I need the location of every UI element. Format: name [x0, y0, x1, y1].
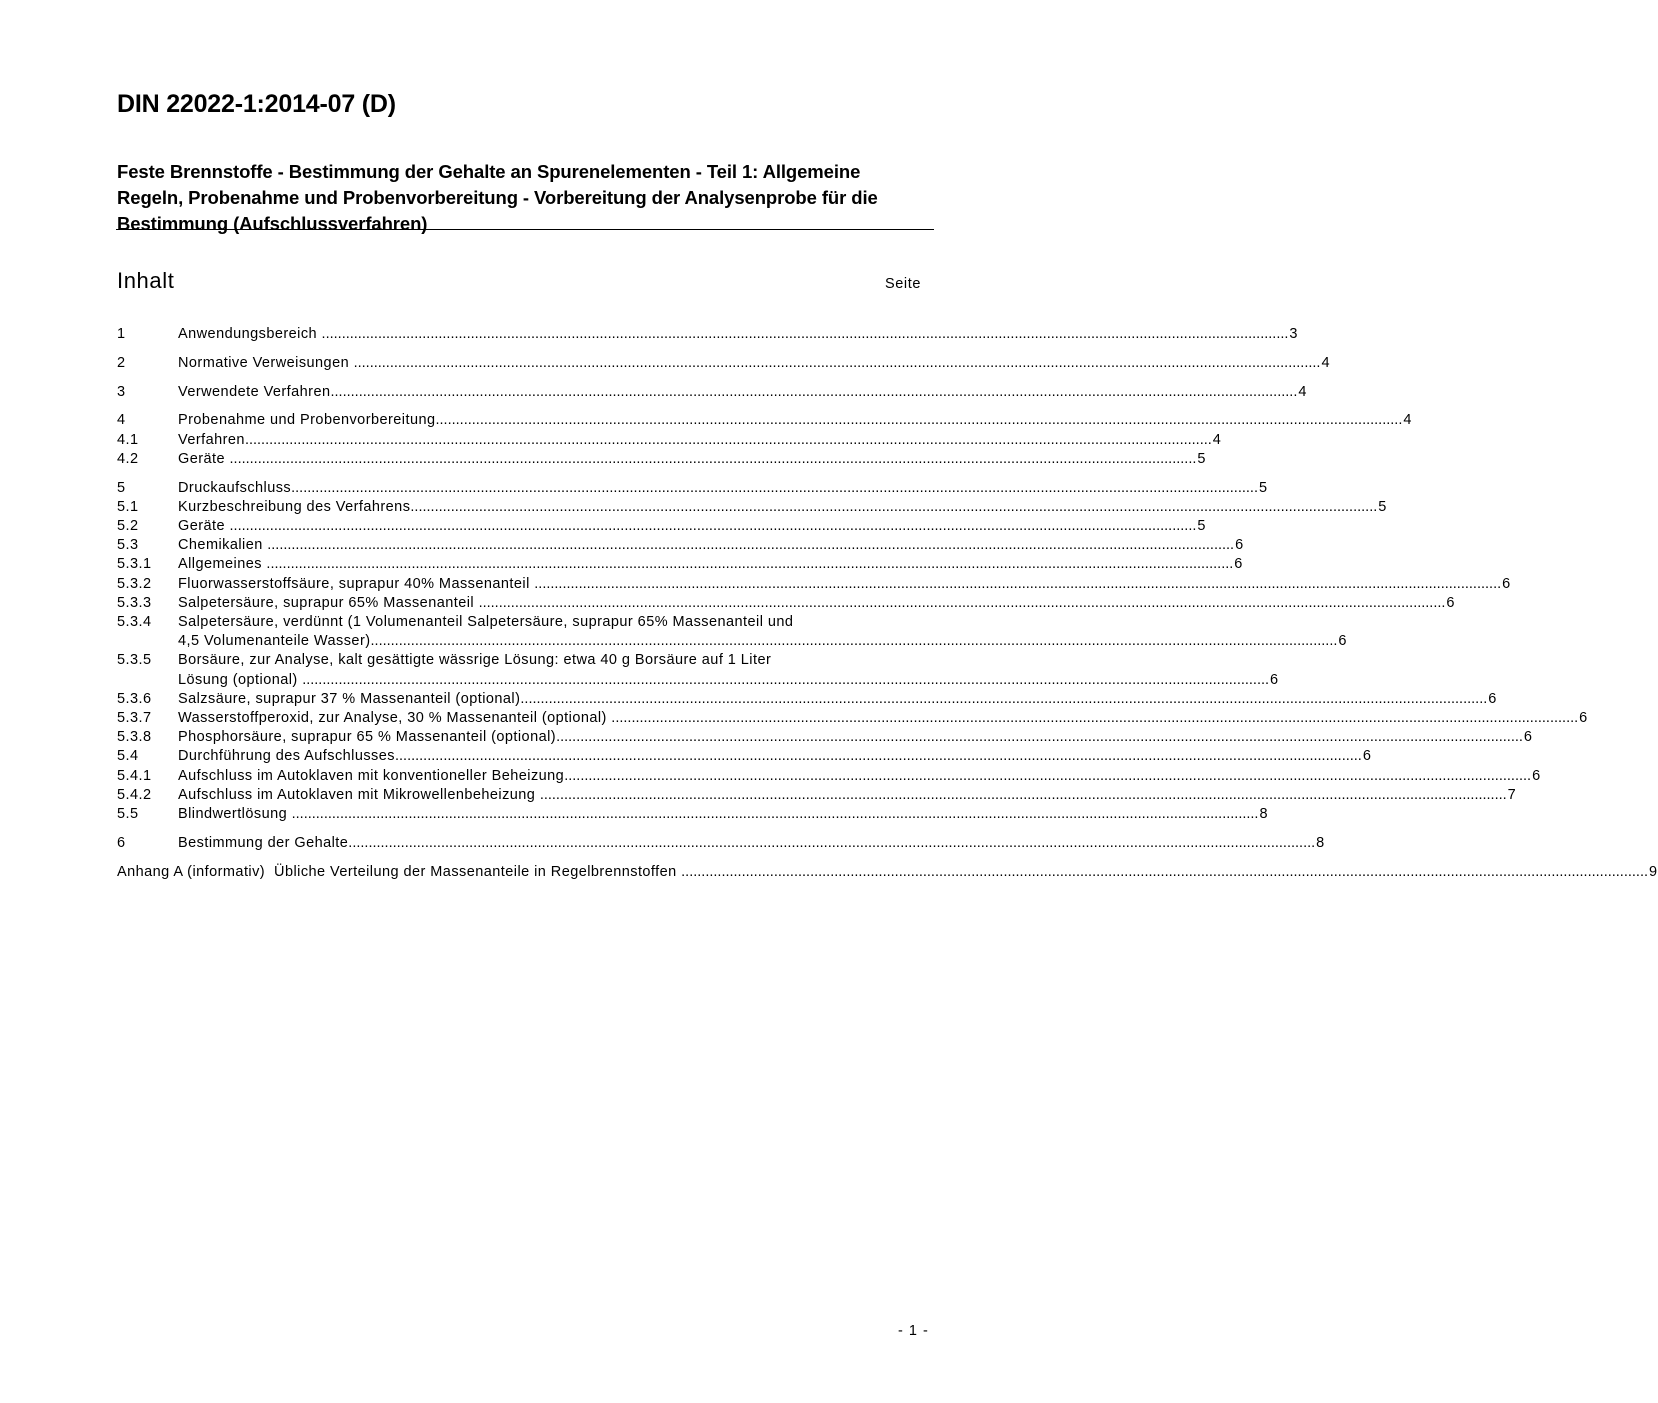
- toc-entry-number: 5.5: [117, 806, 139, 823]
- toc-entry-number: 5.3.1: [117, 556, 152, 573]
- toc-entry[interactable]: [117, 786, 1517, 805]
- document-title: Feste Brennstoffe - Bestimmung der Gehalte an Spurenelementen - Teil 1: Allgemeine Regeln, Probenahme und Probenvorbereitung - Vorbereitung der Analysenprobe für die Bestimmung (Aufschlussverfahren): [117, 161, 878, 234]
- title-divider: [116, 229, 934, 230]
- toc-entry-title: Anhang A (informativ) Übliche Verteilung der Massenanteile in Regelbrennstoffen: [117, 863, 677, 882]
- toc-entry[interactable]: [117, 747, 1372, 766]
- toc-entry-number: 5.4: [117, 748, 139, 765]
- toc-entry-page: 5: [1378, 498, 1387, 515]
- table-of-contents: [117, 325, 1658, 882]
- toc-entry-number: 5.3.4: [117, 614, 152, 631]
- toc-entry-title: Druckaufschluss: [178, 479, 291, 498]
- toc-entry-page: 6: [1579, 710, 1588, 727]
- toc-entry-title: Chemikalien: [178, 536, 263, 555]
- toc-entry-number: 5.4.2: [117, 786, 152, 803]
- toc-entry-number: 3: [117, 383, 126, 400]
- toc-entry-title: Salpetersäure, suprapur 65% Massenanteil: [178, 594, 474, 613]
- toc-entry[interactable]: [117, 575, 1511, 594]
- toc-entry-page: 7: [1507, 786, 1517, 803]
- toc-entry[interactable]: [117, 383, 1307, 402]
- toc-entry-title: Fluorwasserstoffsäure, suprapur 40% Massenanteil: [178, 575, 530, 594]
- toc-entry-number: 5.4.1: [117, 767, 152, 784]
- toc-entry-title: Durchführung des Aufschlusses: [178, 747, 395, 766]
- toc-page-column-label: Seite: [885, 276, 922, 292]
- toc-entry[interactable]: [117, 767, 1541, 786]
- toc-entry-page: 4: [1321, 354, 1330, 371]
- toc-entry-number: 5.3.3: [117, 594, 152, 611]
- toc-entry[interactable]: [117, 325, 1298, 344]
- toc-entry[interactable]: [117, 594, 1455, 613]
- toc-entry-page: 3: [1289, 326, 1298, 342]
- toc-entry-title: Bestimmung der Gehalte: [178, 834, 348, 853]
- toc-entry-page: 6: [1234, 556, 1243, 573]
- toc-entry-title-line2: Lösung (optional): [178, 671, 298, 690]
- toc-entry-title: Aufschluss im Autoklaven mit Mikrowellenbeheizung: [178, 786, 535, 805]
- toc-entry-title: Geräte: [178, 450, 225, 469]
- toc-entry-page: 6: [1523, 729, 1533, 746]
- toc-entry-title: Normative Verweisungen: [178, 354, 349, 373]
- toc-entry[interactable]: [117, 354, 1330, 373]
- toc-entry-number: 5.3.6: [117, 690, 152, 707]
- toc-entry-number: 5: [117, 479, 126, 496]
- toc-entry[interactable]: [117, 834, 1325, 853]
- toc-entry-title: Phosphorsäure, suprapur 65 % Massenanteil (optional): [178, 728, 556, 747]
- toc-entry-number: 5.3: [117, 537, 139, 554]
- toc-entry-title: Verwendete Verfahren: [178, 383, 331, 402]
- toc-entry-page: 6: [1446, 594, 1455, 611]
- toc-entry-title: Geräte: [178, 517, 225, 536]
- toc-entry-title: Kurzbeschreibung des Verfahrens: [178, 498, 410, 517]
- toc-entry[interactable]: [117, 805, 1268, 824]
- toc-entry-page: 6: [1488, 690, 1497, 707]
- toc-entry-number: 4: [117, 412, 126, 429]
- toc-entry-number: 2: [117, 354, 126, 371]
- toc-entry-title: Verfahren: [178, 431, 245, 450]
- toc-entry-number: 5.2: [117, 518, 139, 534]
- toc-entry[interactable]: [117, 431, 1222, 450]
- toc-entry-page: 6: [1502, 575, 1511, 592]
- toc-entry[interactable]: [117, 690, 1497, 709]
- toc-entry[interactable]: [117, 651, 1279, 689]
- toc-entry-page: 5: [1197, 450, 1206, 467]
- toc-entry[interactable]: [117, 450, 1206, 469]
- toc-entry-number: 5.3.7: [117, 710, 152, 727]
- toc-entry-title: Wasserstoffperoxid, zur Analyse, 30 % Massenanteil (optional): [178, 709, 607, 728]
- toc-entry-title: Blindwertlösung: [178, 805, 287, 824]
- toc-entry-title: Salzsäure, suprapur 37 % Massenanteil (optional): [178, 690, 520, 709]
- toc-entry[interactable]: [117, 498, 1387, 517]
- toc-entry-annex[interactable]: [117, 863, 1658, 882]
- toc-entry[interactable]: [117, 536, 1244, 555]
- toc-entry-number: 6: [117, 834, 126, 851]
- toc-entry[interactable]: [117, 555, 1243, 574]
- toc-entry-page: 6: [1362, 748, 1372, 765]
- toc-entry-page: 6: [1235, 537, 1244, 554]
- toc-entry-page: 6: [1532, 767, 1541, 784]
- document-id: DIN 22022-1:2014-07 (D): [117, 90, 396, 118]
- toc-entry-number: 1: [117, 326, 126, 342]
- toc-entry-page: 4: [1403, 412, 1412, 429]
- toc-entry-number: 5.3.8: [117, 729, 152, 746]
- toc-entry[interactable]: [117, 728, 1533, 747]
- toc-entry-page: 8: [1259, 806, 1268, 823]
- toc-entry-page: 6: [1270, 671, 1279, 688]
- toc-entry-page: 5: [1197, 518, 1206, 534]
- toc-entry-page: 8: [1316, 834, 1325, 851]
- toc-entry-page: 6: [1338, 633, 1347, 650]
- toc-entry[interactable]: [117, 613, 1347, 651]
- toc-entry-title: Anwendungsbereich: [178, 325, 317, 344]
- toc-entry-title-line2: 4,5 Volumenanteile Wasser): [178, 632, 371, 651]
- toc-heading: Inhalt: [117, 268, 175, 293]
- toc-entry-page: 4: [1298, 383, 1307, 400]
- toc-entry-title: Probenahme und Probenvorbereitung: [178, 411, 436, 430]
- toc-entry[interactable]: [117, 709, 1588, 728]
- toc-entry-title: Aufschluss im Autoklaven mit konventioneller Beheizung: [178, 767, 564, 786]
- toc-entry[interactable]: [117, 517, 1206, 536]
- toc-entry-number: 5.3.2: [117, 575, 152, 592]
- toc-entry-page: 4: [1212, 431, 1222, 448]
- toc-entry[interactable]: [117, 479, 1268, 498]
- toc-entry-number: 5.1: [117, 498, 139, 515]
- toc-entry-number: 4.1: [117, 431, 139, 448]
- toc-entry[interactable]: [117, 411, 1412, 430]
- toc-entry-number: 5.3.5: [117, 652, 152, 669]
- toc-entry-title-line1: Borsäure, zur Analyse, kalt gesättigte wässrige Lösung: etwa 40 g Borsäure auf 1 Liter: [178, 652, 772, 669]
- toc-entry-page: 9: [1649, 863, 1658, 880]
- toc-entry-number: 4.2: [117, 450, 139, 467]
- toc-entry-title: Allgemeines: [178, 555, 262, 574]
- toc-entry-page: 5: [1258, 479, 1268, 496]
- toc-entry-title-line1: Salpetersäure, verdünnt (1 Volumenanteil Salpetersäure, suprapur 65% Massenanteil und: [178, 614, 794, 631]
- page-number: - 1 -: [898, 1323, 929, 1339]
